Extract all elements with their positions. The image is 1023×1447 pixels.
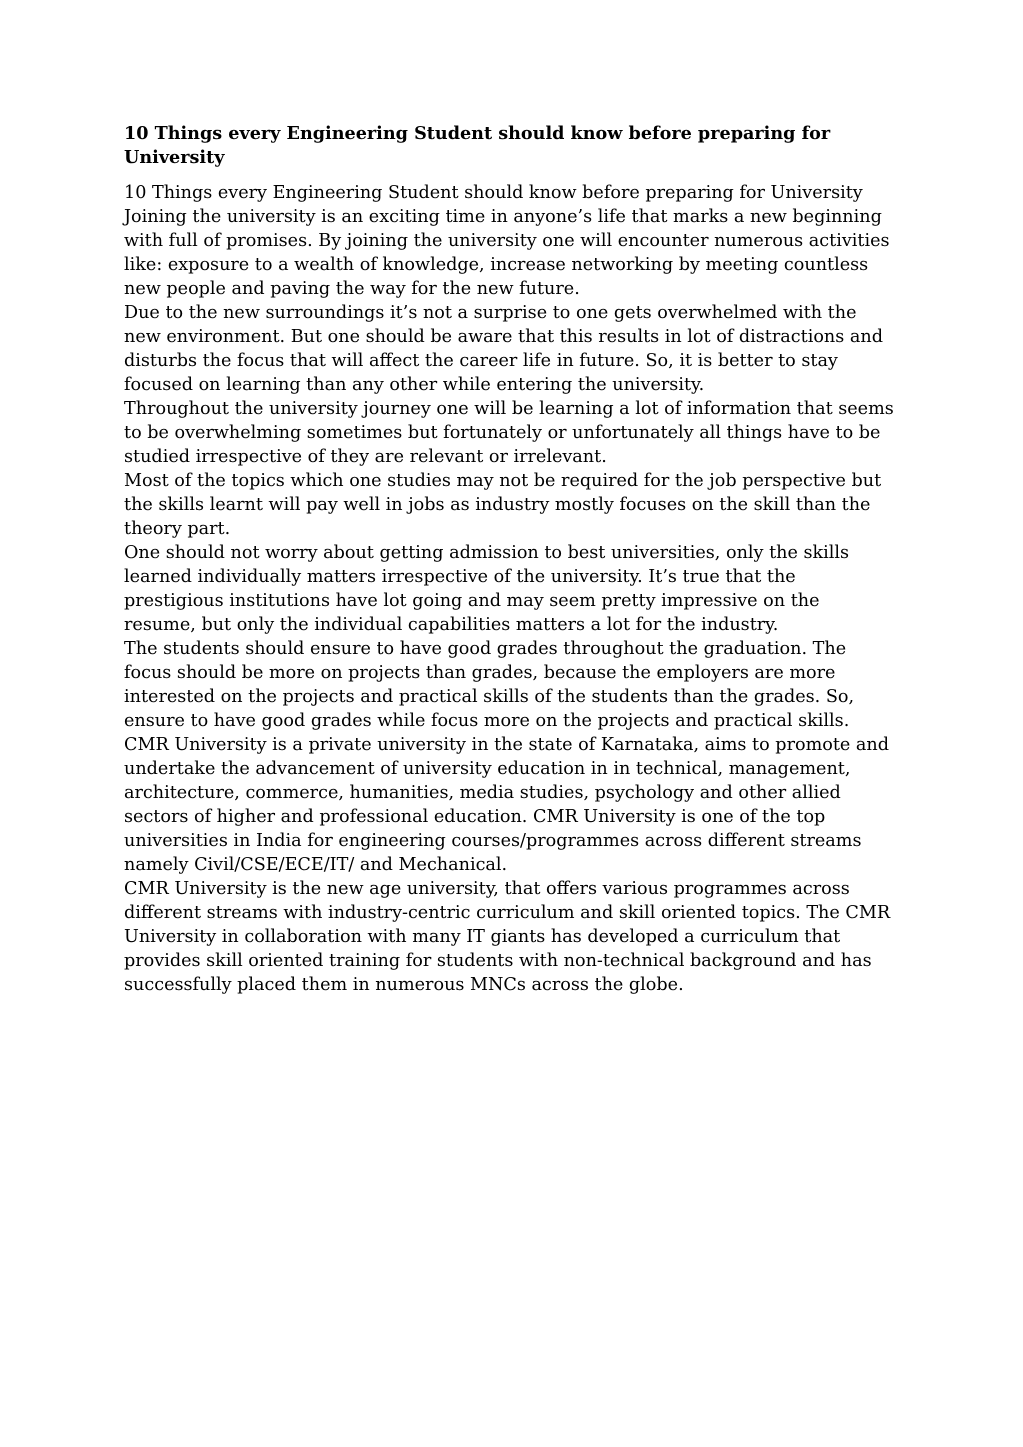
paragraph: CMR University is a private university in the state of Karnataka, aims to promote and undertake the advancement of university education in in technical, management, architecture, commerce, humanities, media studies, psychology and other allied sectors of higher and professional education. CMR University is one of the top universities in India for engineering courses/programmes across different streams namely Civil/CSE/ECE/IT/ and Mechanical. <box>124 735 890 875</box>
paragraph: Due to the new surroundings it’s not a surprise to one gets overwhelmed with the new environment. But one should be aware that this results in lot of distractions and disturbs the focus that will affect the career life in future. So, it is better to stay focused on learning than any other while entering the university. <box>124 303 883 395</box>
document-title: 10 Things every Engineering Student should know before preparing for University <box>124 123 831 168</box>
document-body <box>124 181 896 997</box>
paragraph: One should not worry about getting admission to best universities, only the skills learned individually matters irrespective of the university. It’s true that the prestigious institutions have lot going and may seem pretty impressive on the resume, but only the individual capabilities matters a lot for the industry. <box>124 543 850 635</box>
paragraph: Most of the topics which one studies may not be required for the job perspective but the skills learnt will pay well in jobs as industry mostly focuses on the skill than the theory part. <box>124 471 882 539</box>
paragraph: CMR University is the new age university, that offers various programmes across different streams with industry-centric curriculum and skill oriented topics. The CMR University in collaboration with many IT giants has developed a curriculum that provides skill oriented training for students with non-technical background and has successfully placed them in numerous MNCs across the globe. <box>124 879 891 995</box>
paragraph: Joining the university is an exciting time in anyone’s life that marks a new beginning with full of promises. By joining the university one will encounter numerous activities like: exposure to a wealth of knowledge, increase networking by meeting countless new people and paving the way for the new future. <box>124 207 890 299</box>
document-page <box>124 122 896 997</box>
paragraph: 10 Things every Engineering Student should know before preparing for University <box>124 183 863 203</box>
paragraph: Throughout the university journey one will be learning a lot of information that seems to be overwhelming sometimes but fortunately or unfortunately all things have to be studied irrespective of they are relevant or irrelevant. <box>124 399 894 467</box>
paragraph: The students should ensure to have good grades throughout the graduation. The focus should be more on projects than grades, because the employers are more interested on the projects and practical skills of the students than the grades. So, ensure to have good grades while focus more on the projects and practical skills. <box>124 639 855 731</box>
